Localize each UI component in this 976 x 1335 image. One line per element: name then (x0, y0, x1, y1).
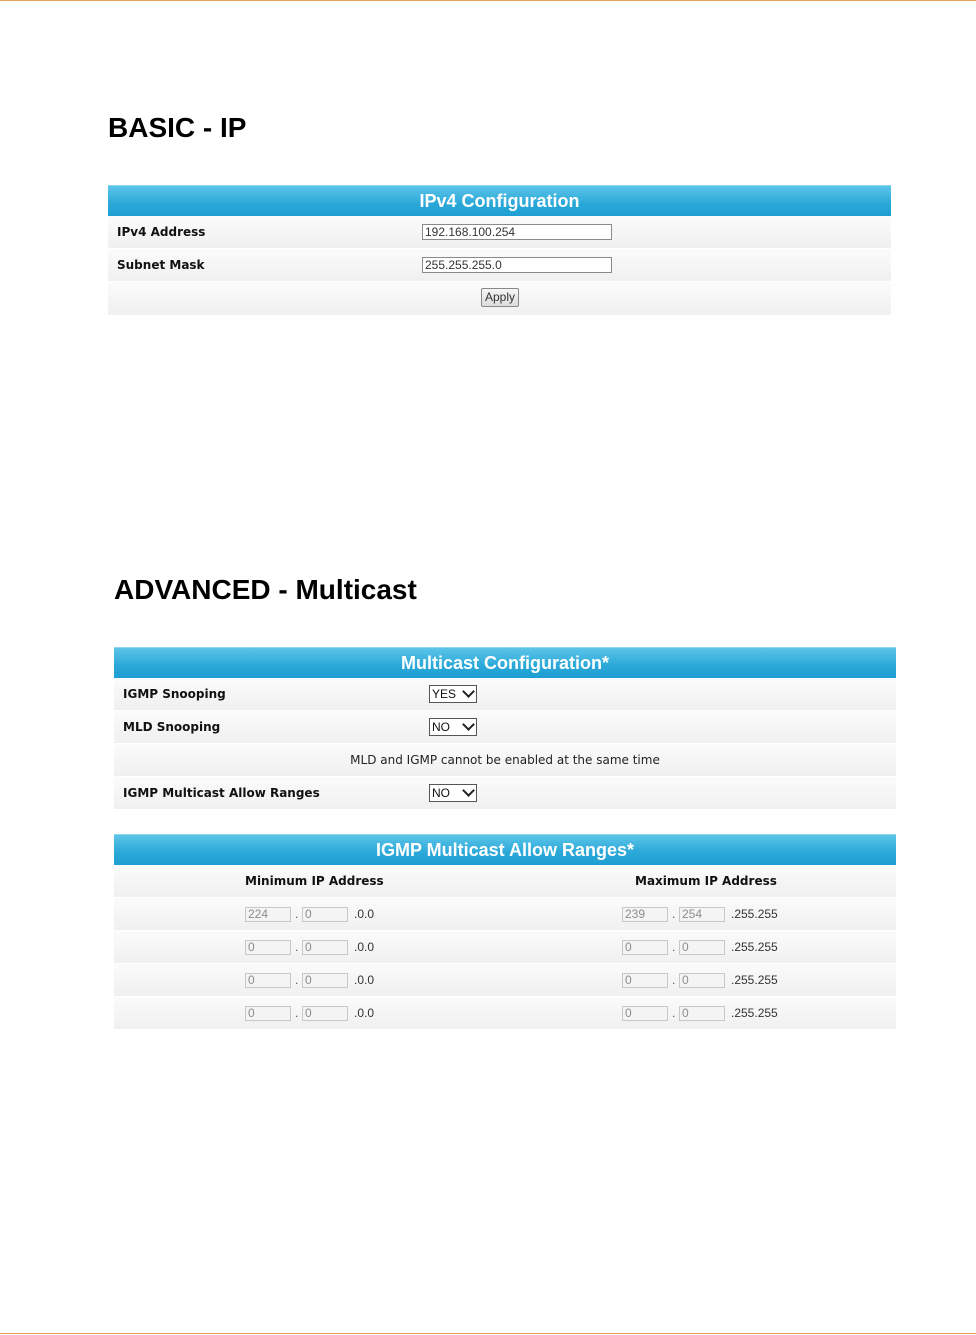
igmp-snooping-value: YES (432, 687, 457, 701)
basic-ip-title: BASIC - IP (108, 112, 247, 143)
max-octet-2[interactable]: 0 (679, 1006, 725, 1021)
min-ip-header: Minimum IP Address (245, 874, 384, 888)
octet-separator: . (672, 1006, 676, 1020)
ipv4-config-header: IPv4 Configuration (108, 185, 891, 216)
chevron-down-icon (462, 784, 475, 797)
top-rule (0, 0, 976, 1)
multicast-config-panel (114, 647, 896, 810)
octet-separator: . (295, 973, 299, 987)
range-row (114, 964, 896, 997)
max-suffix: .255.255 (731, 907, 778, 921)
mld-snooping-select[interactable] (429, 718, 477, 736)
max-octet-1[interactable]: 0 (622, 940, 668, 955)
note-row (114, 744, 896, 777)
min-octet-1[interactable]: 224 (245, 907, 291, 922)
max-suffix: .255.255 (731, 1006, 778, 1020)
max-suffix: .255.255 (731, 973, 778, 987)
ipv4-address-input[interactable]: 192.168.100.254 (422, 224, 612, 240)
min-octet-2[interactable]: 0 (302, 973, 348, 988)
allow-ranges-label: IGMP Multicast Allow Ranges (123, 786, 320, 800)
subnet-mask-input[interactable]: 255.255.255.0 (422, 257, 612, 273)
max-ip-header: Maximum IP Address (635, 874, 777, 888)
chevron-down-icon (462, 685, 475, 698)
octet-separator: . (672, 940, 676, 954)
ipv4-address-row (108, 216, 891, 249)
chevron-down-icon (462, 718, 475, 731)
min-octet-2[interactable]: 0 (302, 1006, 348, 1021)
max-octet-2[interactable]: 254 (679, 907, 725, 922)
min-octet-1[interactable]: 0 (245, 1006, 291, 1021)
allow-ranges-panel (114, 834, 896, 1030)
apply-row (108, 282, 891, 316)
allow-ranges-select[interactable] (429, 784, 477, 802)
octet-separator: . (295, 1006, 299, 1020)
range-row (114, 931, 896, 964)
mld-snooping-value: NO (432, 720, 450, 734)
min-octet-2[interactable]: 0 (302, 940, 348, 955)
max-octet-2[interactable]: 0 (679, 973, 725, 988)
ipv4-config-panel (108, 185, 891, 316)
min-suffix: .0.0 (354, 940, 375, 954)
igmp-snooping-select[interactable] (429, 685, 477, 703)
allow-ranges-row (114, 777, 896, 810)
mld-igmp-note: MLD and IGMP cannot be enabled at the same time (350, 753, 660, 767)
bottom-rule (0, 1333, 976, 1334)
max-suffix: .255.255 (731, 940, 778, 954)
max-octet-1[interactable]: 0 (622, 973, 668, 988)
range-row (114, 898, 896, 931)
min-octet-1[interactable]: 0 (245, 940, 291, 955)
max-octet-1[interactable]: 0 (622, 1006, 668, 1021)
allow-ranges-value: NO (432, 786, 450, 800)
mld-snooping-row (114, 711, 896, 744)
max-octet-2[interactable]: 0 (679, 940, 725, 955)
min-suffix: .0.0 (354, 973, 375, 987)
min-octet-2[interactable]: 0 (302, 907, 348, 922)
ranges-column-headers (114, 865, 896, 898)
octet-separator: . (672, 907, 676, 921)
octet-separator: . (295, 940, 299, 954)
igmp-snooping-label: IGMP Snooping (123, 687, 226, 701)
max-octet-1[interactable]: 239 (622, 907, 668, 922)
igmp-snooping-row (114, 678, 896, 711)
octet-separator: . (295, 907, 299, 921)
advanced-multicast-title: ADVANCED - Multicast (114, 574, 417, 605)
subnet-mask-label: Subnet Mask (117, 258, 205, 272)
octet-separator: . (672, 973, 676, 987)
min-octet-1[interactable]: 0 (245, 973, 291, 988)
range-row (114, 997, 896, 1030)
allow-ranges-header: IGMP Multicast Allow Ranges* (114, 834, 896, 865)
subnet-mask-row (108, 249, 891, 282)
apply-button[interactable]: Apply (481, 288, 519, 307)
ipv4-address-label: IPv4 Address (117, 225, 206, 239)
mld-snooping-label: MLD Snooping (123, 720, 221, 734)
min-suffix: .0.0 (354, 907, 375, 921)
min-suffix: .0.0 (354, 1006, 375, 1020)
multicast-config-header: Multicast Configuration* (114, 647, 896, 678)
